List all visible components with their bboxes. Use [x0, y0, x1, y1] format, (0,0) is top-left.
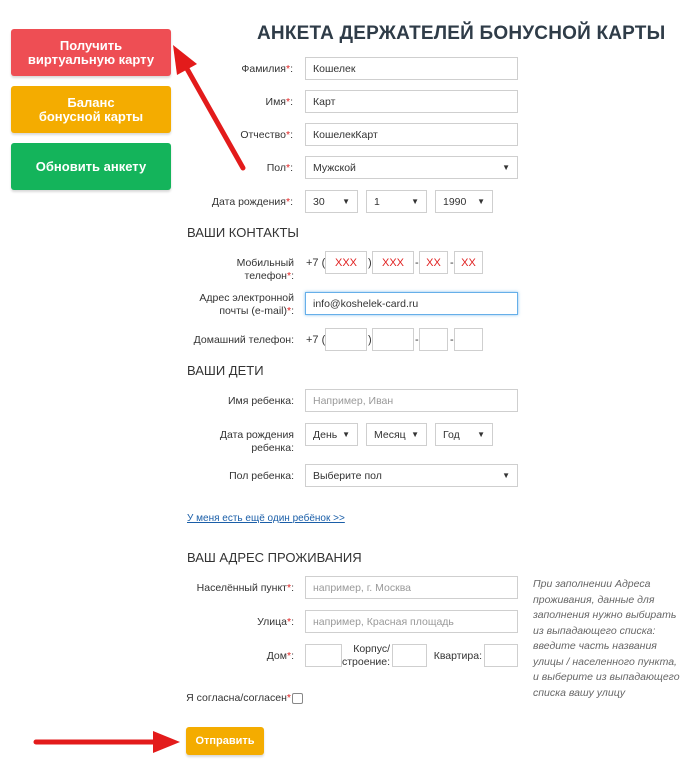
update-form-button[interactable]: Обновить анкету	[11, 143, 171, 190]
mobile-phone-label: Мобильный телефон*:	[236, 257, 294, 282]
birth-year-value: 1990	[443, 195, 467, 208]
name-input[interactable]: Карт	[305, 90, 518, 113]
chevron-down-icon: ▼	[411, 197, 419, 206]
house-label: Дом*:	[266, 650, 294, 662]
apartment-input[interactable]	[484, 644, 518, 667]
paren-close: )	[368, 334, 372, 346]
contacts-heading: ВАШИ КОНТАКТЫ	[187, 225, 299, 240]
gender-label: Пол*:	[266, 162, 293, 174]
paren-close: )	[368, 257, 372, 269]
bonus-balance-button[interactable]: Баланс бонусной карты	[11, 86, 171, 133]
chevron-down-icon: ▼	[342, 430, 350, 439]
chevron-down-icon: ▼	[411, 430, 419, 439]
agree-checkbox[interactable]	[292, 693, 303, 704]
address-hint: При заполнении Адреса проживания, данные для заполнения нужно выбирать из выпадающего списка: введите часть названия улицы / населенного пункта, и выберите из выпадающего списка вашу улицу	[533, 578, 680, 699]
street-input[interactable]: например, Красная площадь	[305, 610, 518, 633]
child-birthdate-label: Дата рождения ребенка:	[219, 429, 294, 454]
chevron-down-icon: ▼	[342, 197, 350, 206]
patronymic-input[interactable]: КошелекКарт	[305, 123, 518, 146]
building-label: Корпус/ строение:	[342, 643, 390, 668]
birth-month-value: 1	[374, 195, 380, 208]
submit-button[interactable]: Отправить	[186, 727, 264, 755]
child-gender-select[interactable]	[305, 464, 518, 487]
get-virtual-card-button[interactable]: Получить виртуальную карту	[11, 29, 171, 76]
arrow-to-submit	[36, 731, 180, 753]
home-phone-code-input[interactable]	[325, 328, 367, 351]
city-input[interactable]: например, г. Москва	[305, 576, 518, 599]
add-child-link[interactable]: У меня есть ещё один ребёнок >>	[187, 513, 345, 524]
mobile-part1-input[interactable]: XXX	[372, 251, 414, 274]
name-label: Имя*:	[265, 96, 293, 108]
children-heading: ВАШИ ДЕТИ	[187, 363, 264, 378]
page-title: АНКЕТА ДЕРЖАТЕЛЕЙ БОНУСНОЙ КАРТЫ	[257, 23, 666, 44]
child-name-label: Имя ребенка:	[227, 395, 294, 407]
surname-label: Фамилия*:	[241, 63, 293, 75]
birthdate-label: Дата рождения*:	[211, 196, 293, 208]
child-year-select[interactable]	[435, 423, 493, 446]
home-phone-part2-input[interactable]	[419, 328, 448, 351]
birth-month-select[interactable]	[366, 190, 427, 213]
mobile-code-input[interactable]: XXX	[325, 251, 367, 274]
birth-day-select[interactable]	[305, 190, 358, 213]
apartment-label: Квартира:	[433, 650, 482, 662]
child-name-input[interactable]: Например, Иван	[305, 389, 518, 412]
home-phone-prefix: +7 (	[306, 334, 326, 346]
child-day-select[interactable]	[305, 423, 358, 446]
mobile-part2-input[interactable]: XX	[419, 251, 448, 274]
gender-value: Мужской	[313, 161, 356, 174]
home-phone-part3-input[interactable]	[454, 328, 483, 351]
dash: -	[450, 257, 454, 269]
patronymic-label: Отчество*:	[240, 129, 293, 141]
chevron-down-icon: ▼	[477, 197, 485, 206]
mobile-part3-input[interactable]: XX	[454, 251, 483, 274]
birth-year-select[interactable]	[435, 190, 493, 213]
agree-label: Я согласна/согласен*	[186, 692, 291, 704]
dash: -	[415, 334, 419, 346]
address-heading: ВАШ АДРЕС ПРОЖИВАНИЯ	[187, 550, 362, 565]
city-label: Населённый пункт*:	[196, 582, 294, 594]
street-label: Улица*:	[257, 616, 294, 628]
child-gender-value: Выберите пол	[313, 469, 382, 482]
home-phone-part1-input[interactable]	[372, 328, 414, 351]
dash: -	[415, 257, 419, 269]
home-phone-label: Домашний телефон:	[193, 334, 294, 346]
child-day-value: День	[313, 428, 338, 441]
birth-day-value: 30	[313, 195, 325, 208]
email-label: Адрес электронной почты (e-mail)*:	[199, 292, 294, 317]
chevron-down-icon: ▼	[502, 471, 510, 480]
email-input[interactable]: info@koshelek-card.ru	[305, 292, 518, 315]
child-gender-label: Пол ребенка:	[229, 470, 294, 482]
chevron-down-icon: ▼	[502, 163, 510, 172]
child-year-value: Год	[443, 428, 460, 441]
mobile-prefix: +7 (	[306, 257, 326, 269]
chevron-down-icon: ▼	[477, 430, 485, 439]
child-month-select[interactable]	[366, 423, 427, 446]
dash: -	[450, 334, 454, 346]
surname-input[interactable]: Кошелек	[305, 57, 518, 80]
gender-select[interactable]	[305, 156, 518, 179]
child-month-value: Месяц	[374, 428, 406, 441]
